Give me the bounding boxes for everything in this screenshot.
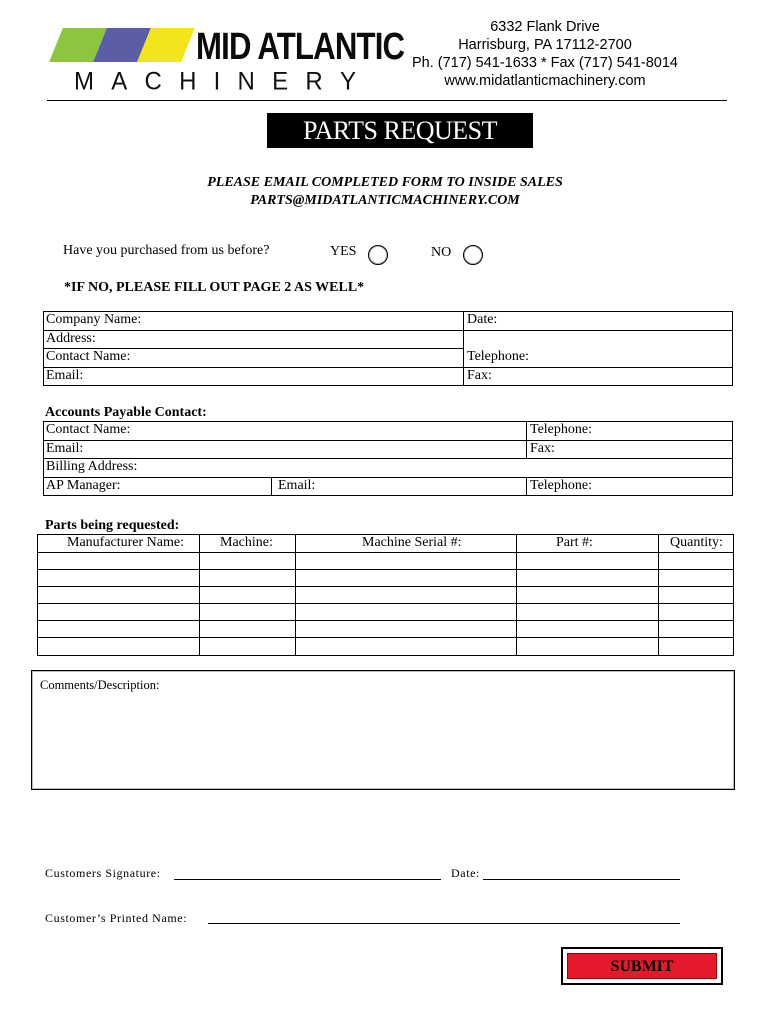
logo-name: MID ATLANTIC xyxy=(196,26,405,68)
logo-subtitle: M A C H I N E R Y xyxy=(74,67,356,96)
ap-heading: Accounts Payable Contact: xyxy=(45,405,207,420)
table-divider xyxy=(463,311,464,386)
table-divider xyxy=(43,458,733,459)
parts-row-1[interactable] xyxy=(38,553,199,569)
address-city: Harrisburg, PA 17112-2700 xyxy=(458,37,632,53)
no-label: NO xyxy=(431,245,452,260)
table-divider xyxy=(43,330,733,331)
column-part-number: Part #: xyxy=(556,535,593,550)
column-serial: Machine Serial #: xyxy=(362,535,462,550)
parts-row-6[interactable] xyxy=(38,638,199,655)
customer-signature-line[interactable] xyxy=(174,879,441,880)
table-divider xyxy=(43,440,733,441)
email-field[interactable]: Email: xyxy=(46,368,84,383)
printed-name-line[interactable] xyxy=(208,923,680,924)
company-logo xyxy=(48,26,405,98)
signature-date-line[interactable] xyxy=(483,879,680,880)
address-website: www.midatlanticmachinery.com xyxy=(444,73,646,89)
instructions-email: PARTS@MIDATLANTICMACHINERY.COM xyxy=(250,193,520,208)
address-street: 6332 Flank Drive xyxy=(490,19,600,35)
company-name-field[interactable]: Company Name: xyxy=(46,312,142,327)
parts-row-5[interactable] xyxy=(38,621,199,637)
submit-button[interactable]: SUBMIT xyxy=(567,953,717,979)
address-field[interactable]: Address: xyxy=(46,331,96,346)
table-divider xyxy=(526,421,527,440)
customer-signature-label: Customers Signature: xyxy=(45,866,161,880)
table-divider xyxy=(43,367,733,368)
yes-label: YES xyxy=(330,244,357,259)
ap-manager-email-field[interactable]: Email: xyxy=(278,478,316,493)
parts-row-2[interactable] xyxy=(38,570,199,586)
header-divider xyxy=(47,100,727,101)
yes-radio[interactable] xyxy=(368,245,388,265)
ap-manager-field[interactable]: AP Manager: xyxy=(46,478,121,493)
parts-heading: Parts being requested: xyxy=(45,518,180,533)
page-2-note: *IF NO, PLEASE FILL OUT PAGE 2 AS WELL* xyxy=(64,280,365,295)
ap-email-field[interactable]: Email: xyxy=(46,441,84,456)
column-manufacturer: Manufacturer Name: xyxy=(67,535,184,550)
parts-row-4[interactable] xyxy=(38,604,199,620)
instructions-line-1: PLEASE EMAIL COMPLETED FORM TO INSIDE SALES xyxy=(207,175,563,190)
comments-label: Comments/Description: xyxy=(40,678,160,692)
no-radio[interactable] xyxy=(463,245,483,265)
table-divider xyxy=(526,440,527,458)
purchased-question: Have you purchased from us before? xyxy=(63,243,270,258)
company-address xyxy=(392,18,698,90)
column-quantity: Quantity: xyxy=(670,535,723,550)
table-divider xyxy=(526,477,527,496)
submit-frame xyxy=(561,947,723,985)
signature-date-label: Date: xyxy=(451,866,480,880)
billing-address-field[interactable]: Billing Address: xyxy=(46,459,138,474)
printed-name-label: Customer’s Printed Name: xyxy=(45,911,188,925)
ap-fax-field[interactable]: Fax: xyxy=(530,441,555,456)
telephone-field[interactable]: Telephone: xyxy=(467,349,529,364)
ap-contact-name-field[interactable]: Contact Name: xyxy=(46,422,131,437)
fax-field[interactable]: Fax: xyxy=(467,368,492,383)
comments-box[interactable] xyxy=(31,670,735,790)
date-field[interactable]: Date: xyxy=(467,312,498,327)
column-machine: Machine: xyxy=(220,535,273,550)
parts-row-3[interactable] xyxy=(38,587,199,603)
ap-telephone-field[interactable]: Telephone: xyxy=(530,422,592,437)
contact-name-field[interactable]: Contact Name: xyxy=(46,349,131,364)
form-title: PARTS REQUEST FORM xyxy=(267,113,533,148)
table-divider xyxy=(43,477,733,478)
address-phone-fax: Ph. (717) 541-1633 * Fax (717) 541-8014 xyxy=(411,55,678,71)
ap-manager-telephone-field[interactable]: Telephone: xyxy=(530,478,592,493)
table-divider xyxy=(271,477,272,496)
